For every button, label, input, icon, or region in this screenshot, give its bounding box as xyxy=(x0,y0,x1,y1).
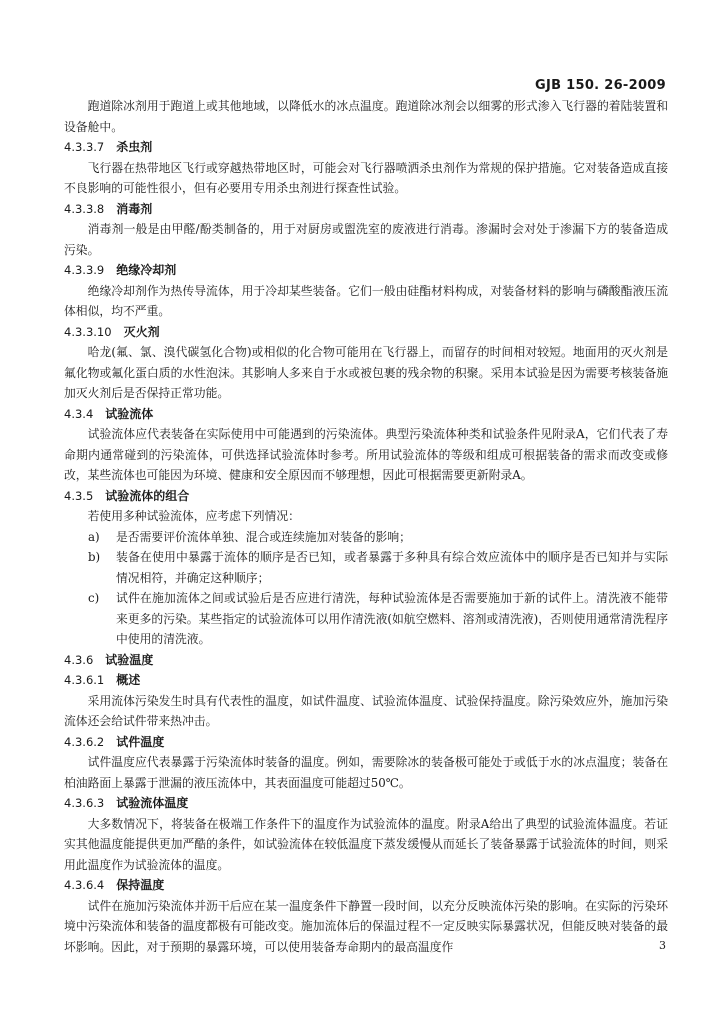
section-number: 4.3.4 xyxy=(64,406,94,421)
section-heading-436 xyxy=(64,650,668,671)
paragraph-fluid-temp: 大多数情况下，将装备在极端工作条件下的温度作为试验流体的温度。附录A给出了典型的试验流体温度。若证实其他温度能提供更加严酷的条件，如试验流体在较低温度下蒸发缓慢从而延长了装备暴露于试验流体的时间，则采用此温度作为试验流体的温度。 xyxy=(64,816,668,872)
section-number: 4.3.3.9 xyxy=(64,263,105,277)
section-title: 绝缘冷却剂 xyxy=(116,263,177,277)
paragraph-hold-temp: 试件在施加污染流体并沥干后应在某一温度条件下静置一段时间，以充分反映流体污染的影响。在实际的污染环境中污染流体和装备的温度都极有可能改变。施加流体后的保温过程不一定反映实际暴露状况，但能反映对装备的最坏影响。因此，对于预期的暴露环境，可以使用装备寿命期内的最高温度作 xyxy=(64,898,668,954)
section-heading-4363 xyxy=(64,793,668,814)
section-title: 概述 xyxy=(116,673,141,687)
section-title: 试验流体的组合 xyxy=(105,488,190,503)
paragraph-test-fluids: 试验流体应代表装备在实际使用中可能遇到的污染流体。典型污染流体种类和试验条件见附录A，它们代表了寿命期内通常碰到的污染流体，可供选择试验流体时参考。所用试验流体的等级和组成可根据装备的需求而改变或修改，某些流体也可能因为环境、健康和安全原因而不够理想，因此可根据需要更新附录A。 xyxy=(64,427,668,482)
paragraph-intro: 跑道除冰剂用于跑道上或其他地域，以降低水的冰点温度。跑道除冰剂会以细雾的形式渗入飞行器的着陆装置和设备舱中。 xyxy=(64,99,668,134)
section-number: 4.3.3.7 xyxy=(64,140,105,154)
list-text: 是否需要评价流体单独、混合或连续施加对装备的影响； xyxy=(116,529,411,544)
section-number: 4.3.6 xyxy=(64,652,94,667)
list-item xyxy=(88,588,668,650)
section-title: 杀虫剂 xyxy=(116,140,153,154)
section-number: 4.3.6.3 xyxy=(64,796,105,810)
paragraph-specimen-temp: 试件温度应代表暴露于污染流体时装备的温度。例如，需要除冰的装备极可能处于或低于水的冰点温度；装备在柏油路面上暴露于泄漏的液压流体中，其表面温度可能超过50℃。 xyxy=(64,755,668,790)
section-title: 消毒剂 xyxy=(116,201,153,216)
section-title: 试验流体温度 xyxy=(116,796,189,810)
paragraph-coolant: 绝缘冷却剂作为热传导流体，用于冷却某些装备。它们一般由硅酯材料构成，对装备材料的影响与磷酸酯液压流体相似，均不严重。 xyxy=(64,283,668,318)
list-text: 试件在施加流体之间或试验后是否应进行清洗，每种试验流体是否需要施加于新的试件上。清洗液不能带来更多的污染。某些指定的试验流体可以用作清洗液(如航空燃料、溶剂或清洗液)，否则使用通常清洗程序中使用的清洗液。 xyxy=(116,591,668,646)
section-title: 保持温度 xyxy=(116,878,165,892)
paragraph-insecticide: 飞行器在热带地区飞行或穿越热带地区时，可能会对飞行器喷洒杀虫剂作为常规的保护措施。它对装备造成直接不良影响的可能性很小，但有必要用专用杀虫剂进行探查性试验。 xyxy=(64,160,668,195)
section-heading-4362 xyxy=(64,732,668,753)
section-number: 4.3.5 xyxy=(64,488,94,503)
list-label: a) xyxy=(88,529,100,544)
document-body xyxy=(64,96,668,957)
section-heading-4364 xyxy=(64,875,668,896)
section-heading-4338 xyxy=(64,199,668,220)
page-number: 3 xyxy=(659,939,666,952)
list-item xyxy=(88,547,668,588)
section-number: 4.3.6.1 xyxy=(64,673,105,687)
section-heading-435 xyxy=(64,486,668,507)
list-label: b) xyxy=(88,550,101,564)
document-code: GJB 150. 26-2009 xyxy=(534,78,666,93)
section-number: 4.3.6.2 xyxy=(64,734,105,749)
section-heading-4361 xyxy=(64,670,668,691)
section-title: 灭火剂 xyxy=(123,324,160,339)
paragraph-combination: 若使用多种试验流体，应考虑下列情况： xyxy=(87,509,300,523)
section-heading-4337 xyxy=(64,137,668,158)
list-item xyxy=(88,527,668,548)
section-number: 4.3.3.8 xyxy=(64,201,105,216)
section-title: 试验温度 xyxy=(105,652,154,667)
list-text: 装备在使用中暴露于流体的顺序是否已知，或者暴露于多种具有综合效应流体中的顺序是否已知并与实际情况相符，并确定这种顺序； xyxy=(116,550,668,585)
section-number: 4.3.6.4 xyxy=(64,878,105,892)
paragraph-overview: 采用流体污染发生时具有代表性的温度，如试件温度、试验流体温度、试验保持温度。除污染效应外，施加污染流体还会给试件带来热冲击。 xyxy=(64,693,668,728)
list-label: c) xyxy=(88,591,100,605)
paragraph-extinguisher: 哈龙(氟、氯、溴代碳氢化合物)或相似的化合物可能用在飞行器上，而留存的时间相对较短。地面用的灭火剂是氟化物或氟化蛋白质的水性泡沫。其影响人多来自于水或被包裹的残余物的积聚。采用本试验是因为需要考核装备施加灭火剂后是否保持正常功能。 xyxy=(64,345,668,400)
paragraph-disinfectant: 消毒剂一般是由甲醛/酚类制备的，用于对厨房或盥洗室的废液进行消毒。渗漏时会对处于渗漏下方的装备造成污染。 xyxy=(64,222,668,257)
section-title: 试验流体 xyxy=(105,406,154,421)
section-heading-43310 xyxy=(64,322,668,343)
section-heading-434 xyxy=(64,404,668,425)
section-heading-4339 xyxy=(64,260,668,281)
section-number: 4.3.3.10 xyxy=(64,324,112,339)
section-title: 试件温度 xyxy=(116,734,165,749)
